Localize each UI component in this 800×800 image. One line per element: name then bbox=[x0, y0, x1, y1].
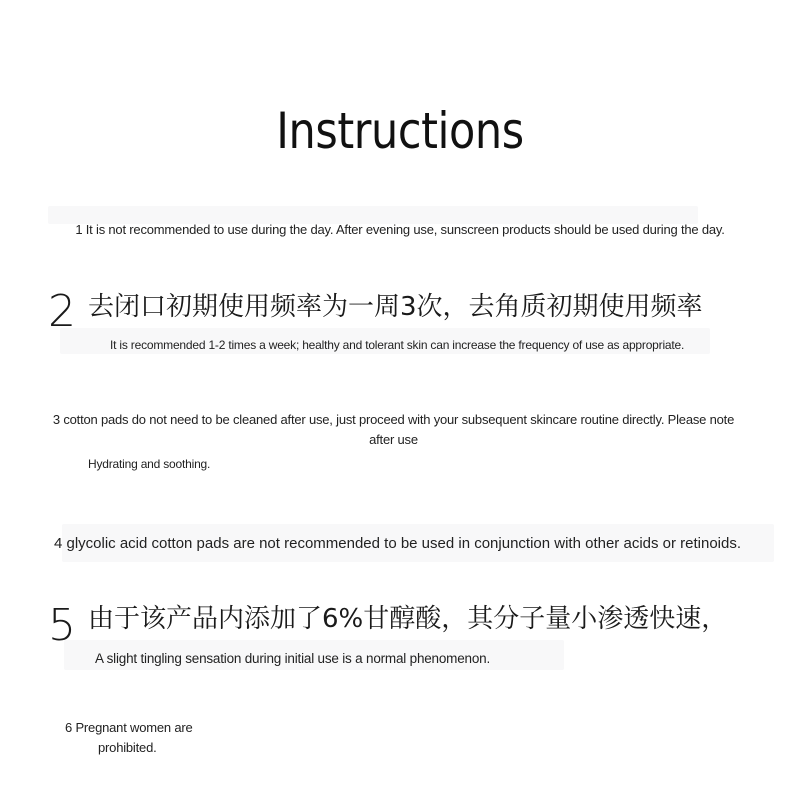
instruction-3-line1: 3 cotton pads do not need to be cleaned after use, just proceed with your subsequent skincare routine directly. Please note bbox=[52, 412, 735, 427]
instruction-2-english: It is recommended 1-2 times a week; healthy and tolerant skin can increase the frequency of use as appropriate. bbox=[110, 338, 685, 352]
instruction-6-line1: 6 Pregnant women are bbox=[65, 720, 193, 735]
instruction-2-chinese: 去闭口初期使用频率为一周3次，去角质初期使用频率 bbox=[88, 292, 703, 322]
instruction-3-note: Hydrating and soothing. bbox=[88, 457, 211, 471]
page-title: Instructions bbox=[276, 102, 524, 160]
instruction-5-english: A slight tingling sensation during initial use is a normal phenomenon. bbox=[95, 651, 491, 666]
instruction-5-chinese: 由于该产品内添加了6%甘醇酸，其分子量小渗透快速， bbox=[88, 604, 728, 634]
instruction-3-line2: after use bbox=[369, 432, 418, 447]
instruction-2-number: 2 bbox=[48, 286, 76, 337]
instruction-6-line2: prohibited. bbox=[98, 740, 157, 755]
instruction-4: 4 glycolic acid cotton pads are not recommended to be used in conjunction with other acids or retinoids. bbox=[53, 535, 742, 552]
instruction-1: 1 It is not recommended to use during the day. After evening use, sunscreen products should be used during the day. bbox=[75, 222, 725, 237]
instruction-5-number: 5 bbox=[48, 600, 76, 651]
